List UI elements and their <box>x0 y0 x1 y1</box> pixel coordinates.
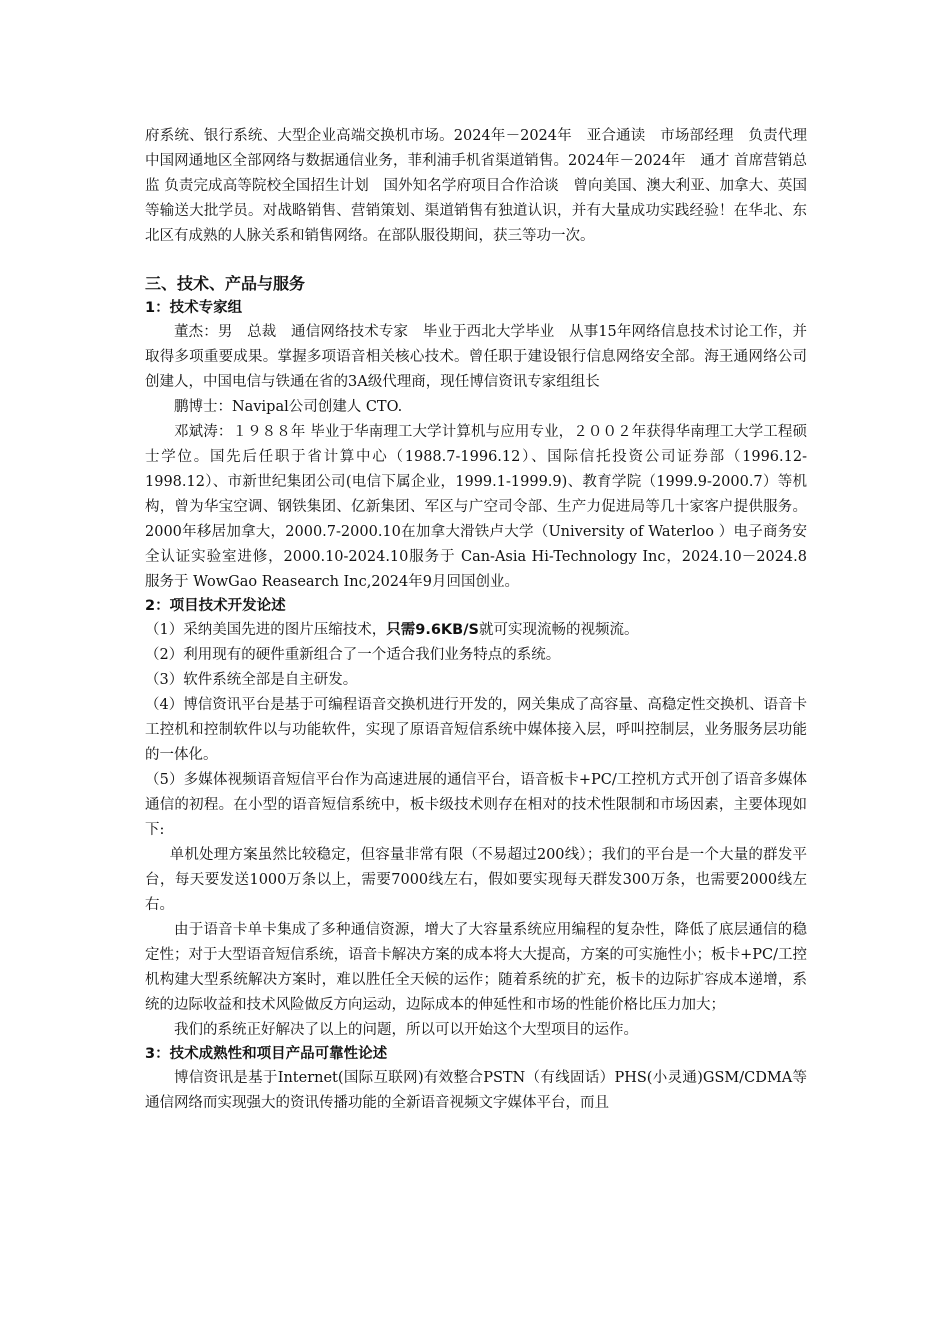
subsection-heading-3: 3：技术成熟性和项目产品可靠性论述 <box>145 1046 388 1062</box>
page-content <box>145 124 822 1116</box>
expert-paragraph-3: 邓斌涛：１９８８年 毕业于华南理工大学计算机与应用专业，２００２年获得华南理工大学工程硕士学位。国先后任职于省计算中心（1988.7-1996.12）、国际信托投资公司证券部（1996.12-1998.12）、市新世纪集团公司(电信下属企业，1999.1-1999.9)、教育学院（1999.9-2000.7）等机构，曾为华宝空调、钢铁集团、亿新集团、军区与广空司令部、生产力促进局等几十家客户提供服务。2000年移居加拿大，2000.7-2000.10在加拿大滑铁卢大学（University of Waterloo ）电子商务安全认证实验室进修，2000.10-2024.10服务于 Can-Asia Hi-Technology Inc，2024.10－2024.8 服务于 WowGao Reasearch Inc,2024年9月回国创业。 <box>145 424 822 590</box>
expert-paragraph-1: 董杰：男 总裁 通信网络技术专家 毕业于西北大学毕业 从事15年网络信息技术讨论工作，并取得多项重要成果。掌握多项语音相关核心技术。曾任职于建设银行信息网络安全部。海王通网络公司创建人，中国电信与铁通在省的3A级代理商，现任博信资讯专家组组长 <box>145 324 807 390</box>
section-heading: 三、技术、产品与服务 <box>145 274 306 293</box>
list-item-1 <box>145 618 807 643</box>
list-item-5: （5）多媒体视频语音短信平台作为高速进展的通信平台，语音板卡+PC/工控机方式开创了语音多媒体通信的初程。在小型的语音短信系统中，板卡级技术则存在相对的技术性限制和市场因素，主要体现如下: <box>145 772 807 838</box>
expert-paragraph-2: 鹏博士：Navipal公司创建人 CTO. <box>174 399 403 415</box>
list-item-2: （2）利用现有的硬件重新组合了一个适合我们业务特点的系统。 <box>145 647 561 663</box>
body-paragraph-9: 博信资讯是基于Internet(国际互联网)有效整合PSTN（有线固话）PHS(小灵通)GSM/CDMA等通信网络而实现强大的资讯传播功能的全新语音视频文字媒体平台，而且 <box>145 1070 807 1111</box>
body-paragraph-7: 由于语音卡单卡集成了多种通信资源，增大了大容量系统应用编程的复杂性，降低了底层通信的稳定性；对于大型语音短信系统，语音卡解决方案的成本将大大提高，方案的可实施性小；板卡+PC/工控机构建大型系统解决方案时，难以胜任全天候的运作；随着系统的扩充，板卡的边际扩容成本递增，系统的边际收益和技术风险做反方向运动，边际成本的伸延性和市场的性能价格比压力加大； <box>145 922 807 1013</box>
paragraph-intro: 府系统、银行系统、大型企业高端交换机市场。2024年－2024年 亚合通读 市场部经理 负责代理中国网通地区全部网络与数据通信业务，菲利浦手机省渠道销售。2024年－2024年 通才 首席营销总监 负责完成高等院校全国招生计划 国外知名学府项目合作洽谈 曾向美国、澳大利亚、加拿大、英国等输送大批学员。对战略销售、营销策划、渠道销售有独道认识，并有大量成功实践经验！在华北、东北区有成熟的人脉关系和销售网络。在部队服役期间，获三等功一次。 <box>145 128 807 244</box>
body-paragraph-6: 单机处理方案虽然比较稳定，但容量非常有限（不易超过200线）；我们的平台是一个大量的群发平台，每天要发送1000万条以上，需要7000线左右，假如要实现每天群发300万条，也需要2000线左右。 <box>145 847 807 913</box>
list-item-1-bold: 只需9.6KB/S <box>386 622 479 638</box>
list-item-1-post: 就可实现流畅的视频流。 <box>478 622 639 638</box>
list-item-4: （4）博信资讯平台是基于可编程语音交换机进行开发的，网关集成了高容量、高稳定性交换机、语音卡工控机和控制软件以与功能软件，实现了原语音短信系统中媒体接入层，呼叫控制层，业务服务层功能的一体化。 <box>145 697 807 763</box>
subsection-heading-1: 1：技术专家组 <box>145 300 243 316</box>
body-paragraph-8: 我们的系统正好解决了以上的问题，所以可以开始这个大型项目的运作。 <box>174 1022 638 1038</box>
list-item-1-pre: （1）采纳美国先进的图片压缩技术， <box>145 622 387 638</box>
subsection-heading-2: 2：项目技术开发论述 <box>145 598 286 614</box>
list-item-3: （3）软件系统全部是自主研发。 <box>145 672 358 688</box>
